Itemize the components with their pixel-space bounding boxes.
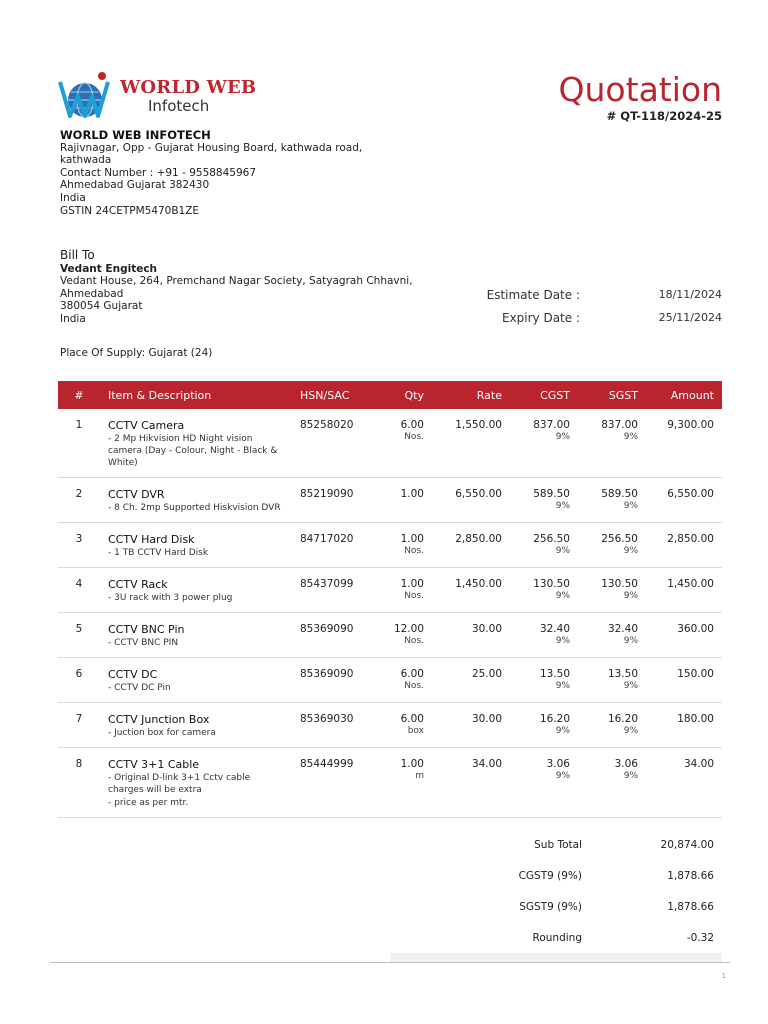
item-description: - price as per mtr. [108, 798, 189, 808]
header-rate: Rate [476, 388, 502, 402]
cgst-percent: 9% [555, 432, 570, 442]
customer-address-line1: Vedant House, 264, Premchand Nagar Society, Satyagrah Chhavni, [60, 275, 413, 288]
cgst-percent: 9% [555, 636, 570, 646]
row-cgst [510, 658, 578, 703]
row-hsn: 85258020 [292, 409, 368, 478]
logo-subtext: Infotech [148, 96, 210, 115]
row-qty [368, 523, 432, 568]
row-number: 7 [58, 703, 100, 748]
header-hsn-sac: HSN/SAC [300, 388, 350, 402]
bill-to-label: Bill To [60, 248, 95, 262]
header-qty: Qty [404, 388, 424, 402]
qty-unit: Nos. [404, 636, 424, 646]
row-item [100, 748, 292, 818]
item-name: CCTV 3+1 Cable [108, 758, 200, 771]
company-address-line2: kathwada [60, 154, 112, 167]
qty-unit: box [407, 726, 424, 736]
row-sgst [578, 523, 646, 568]
cgst-value: 130.50 [533, 578, 570, 590]
item-name: CCTV Camera [108, 419, 185, 432]
row-cgst [510, 613, 578, 658]
cgst-value: 3.06 [546, 758, 570, 770]
customer-address-line3: 380054 Gujarat [60, 300, 143, 313]
cgst-total-row [390, 860, 722, 891]
sgst-value: 32.40 [607, 623, 638, 635]
row-amount: 360.00 [646, 613, 722, 658]
customer-address-line2: Ahmedabad [60, 287, 124, 300]
header-number: # [74, 388, 84, 402]
sgst-value: 16.20 [607, 713, 638, 725]
company-address-block [60, 129, 380, 217]
header-cgst: CGST [540, 388, 570, 402]
subtotal-label: Sub Total [534, 838, 582, 851]
row-qty [368, 568, 432, 613]
row-cgst [510, 409, 578, 478]
estimate-date-value: 18/11/2024 [658, 288, 722, 301]
sgst-percent: 9% [623, 681, 638, 691]
row-cgst [510, 523, 578, 568]
sgst-percent: 9% [623, 726, 638, 736]
cgst-value: 32.40 [539, 623, 570, 635]
cgst-total-value: 1,878.66 [667, 869, 714, 882]
cgst-percent: 9% [555, 726, 570, 736]
rounding-label: Rounding [532, 931, 582, 944]
qty-value: 1.00 [400, 578, 424, 590]
sgst-total-value: 1,878.66 [667, 900, 714, 913]
company-address-line1: Rajivnagar, Opp - Gujarat Housing Board, kathwada road, [60, 141, 363, 154]
row-item [100, 568, 292, 613]
row-sgst [578, 409, 646, 478]
row-qty [368, 748, 432, 818]
table-row [58, 568, 722, 613]
row-item [100, 658, 292, 703]
date-block [470, 283, 722, 329]
cgst-percent: 9% [555, 681, 570, 691]
qty-unit: Nos. [404, 591, 424, 601]
sgst-percent: 9% [623, 546, 638, 556]
qty-value: 6.00 [400, 668, 424, 680]
company-logo [58, 68, 290, 124]
expiry-date-label: Expiry Date : [501, 310, 580, 325]
cgst-value: 837.00 [533, 419, 570, 431]
row-number: 2 [58, 478, 100, 523]
row-number: 5 [58, 613, 100, 658]
row-sgst [578, 613, 646, 658]
row-amount: 150.00 [646, 658, 722, 703]
customer-country: India [60, 312, 86, 325]
row-rate: 30.00 [432, 613, 510, 658]
sgst-value: 256.50 [601, 533, 638, 545]
row-cgst [510, 703, 578, 748]
cgst-value: 256.50 [533, 533, 570, 545]
row-cgst [510, 478, 578, 523]
sgst-percent: 9% [623, 636, 638, 646]
row-sgst [578, 478, 646, 523]
globe-w-icon [58, 70, 110, 122]
item-description: - 3U rack with 3 power plug [108, 593, 233, 603]
logo-wordmark: WORLD WEB [120, 76, 257, 98]
row-hsn: 85369090 [292, 613, 368, 658]
row-sgst [578, 703, 646, 748]
item-name: CCTV DC [108, 668, 158, 681]
row-item [100, 523, 292, 568]
sgst-value: 3.06 [614, 758, 638, 770]
row-number: 8 [58, 748, 100, 818]
cgst-value: 16.20 [539, 713, 570, 725]
table-row [58, 658, 722, 703]
sgst-value: 589.50 [601, 488, 638, 500]
row-qty [368, 703, 432, 748]
page-number: 1 [721, 972, 726, 980]
item-name: CCTV BNC Pin [108, 623, 185, 636]
table-row [58, 703, 722, 748]
row-rate: 1,450.00 [432, 568, 510, 613]
quotation-number: # QT-118/2024-25 [606, 109, 722, 123]
qty-value: 1.00 [400, 488, 424, 500]
table-row [58, 613, 722, 658]
cgst-percent: 9% [555, 771, 570, 781]
subtotal-value: 20,874.00 [660, 838, 714, 851]
sgst-value: 13.50 [607, 668, 638, 680]
row-hsn: 85369030 [292, 703, 368, 748]
item-description: - CCTV DC Pin [108, 683, 171, 693]
row-cgst [510, 568, 578, 613]
sgst-percent: 9% [623, 591, 638, 601]
qty-unit: Nos. [404, 681, 424, 691]
cgst-percent: 9% [555, 591, 570, 601]
row-amount: 9,300.00 [646, 409, 722, 478]
sgst-value: 837.00 [601, 419, 638, 431]
footer-divider [50, 962, 730, 963]
sgst-total-label: SGST9 (9%) [519, 900, 582, 913]
item-description: - 1 TB CCTV Hard Disk [108, 548, 209, 558]
row-amount: 180.00 [646, 703, 722, 748]
item-description: - 2 Mp Hikvision HD Night vision camera (Day - Colour, Night - Black & White) [108, 434, 278, 468]
row-rate: 1,550.00 [432, 409, 510, 478]
table-row [58, 748, 722, 818]
company-country: India [60, 191, 86, 204]
header-amount: Amount [670, 388, 714, 402]
qty-unit: m [415, 771, 424, 781]
items-table [58, 381, 722, 818]
row-item [100, 409, 292, 478]
row-qty [368, 478, 432, 523]
row-sgst [578, 568, 646, 613]
qty-value: 6.00 [400, 713, 424, 725]
item-description: - Original D-link 3+1 Cctv cable charges will be extra [108, 773, 251, 795]
sgst-value: 130.50 [601, 578, 638, 590]
sgst-percent: 9% [623, 432, 638, 442]
table-row [58, 523, 722, 568]
estimate-date-label: Estimate Date : [486, 287, 580, 302]
place-of-supply: Place Of Supply: Gujarat (24) [60, 347, 213, 359]
row-number: 4 [58, 568, 100, 613]
row-number: 1 [58, 409, 100, 478]
qty-value: 1.00 [400, 758, 424, 770]
customer-name: Vedant Engitech [60, 262, 158, 275]
row-item [100, 703, 292, 748]
item-description: - CCTV BNC PIN [108, 638, 179, 648]
row-number: 3 [58, 523, 100, 568]
row-rate: 34.00 [432, 748, 510, 818]
row-item [100, 613, 292, 658]
row-rate: 6,550.00 [432, 478, 510, 523]
expiry-date-value: 25/11/2024 [658, 311, 722, 324]
table-header-row [58, 381, 722, 409]
qty-value: 12.00 [393, 623, 424, 635]
row-hsn: 85444999 [292, 748, 368, 818]
row-amount: 34.00 [646, 748, 722, 818]
item-name: CCTV Rack [108, 578, 168, 591]
row-rate: 30.00 [432, 703, 510, 748]
row-qty [368, 658, 432, 703]
row-amount: 2,850.00 [646, 523, 722, 568]
cgst-value: 13.50 [539, 668, 570, 680]
row-hsn: 85437099 [292, 568, 368, 613]
row-qty [368, 613, 432, 658]
table-row [58, 409, 722, 478]
company-city: Ahmedabad Gujarat 382430 [60, 179, 210, 192]
sgst-percent: 9% [623, 501, 638, 511]
row-hsn: 84717020 [292, 523, 368, 568]
cgst-percent: 9% [555, 546, 570, 556]
row-amount: 6,550.00 [646, 478, 722, 523]
row-rate: 2,850.00 [432, 523, 510, 568]
estimate-date-row [470, 283, 722, 306]
company-contact: Contact Number : +91 - 9558845967 [60, 166, 257, 179]
row-rate: 25.00 [432, 658, 510, 703]
row-qty [368, 409, 432, 478]
row-cgst [510, 748, 578, 818]
subtotal-row [390, 829, 722, 860]
row-amount: 1,450.00 [646, 568, 722, 613]
qty-value: 1.00 [400, 533, 424, 545]
cgst-total-label: CGST9 (9%) [518, 869, 582, 882]
document-title: Quotation [558, 70, 722, 109]
item-description: - 8 Ch. 2mp Supported Hiskvision DVR [108, 503, 281, 513]
bill-to-block [60, 249, 420, 326]
row-number: 6 [58, 658, 100, 703]
qty-unit: Nos. [404, 432, 424, 442]
row-hsn: 85219090 [292, 478, 368, 523]
cgst-percent: 9% [555, 501, 570, 511]
row-item [100, 478, 292, 523]
expiry-date-row [470, 306, 722, 329]
sgst-total-row [390, 891, 722, 922]
table-row [58, 478, 722, 523]
item-name: CCTV DVR [108, 488, 165, 501]
company-gstin: GSTIN 24CETPM5470B1ZE [60, 204, 200, 217]
rounding-value: -0.32 [686, 931, 714, 944]
totals-block [390, 829, 722, 963]
item-description: - Juction box for camera [108, 728, 216, 738]
header-item-description: Item & Description [108, 388, 212, 402]
header-sgst: SGST [608, 388, 638, 402]
row-hsn: 85369090 [292, 658, 368, 703]
item-name: CCTV Hard Disk [108, 533, 195, 546]
row-sgst [578, 658, 646, 703]
rounding-row [390, 922, 722, 953]
company-name: WORLD WEB INFOTECH [60, 128, 211, 142]
qty-unit: Nos. [404, 546, 424, 556]
item-name: CCTV Junction Box [108, 713, 210, 726]
sgst-percent: 9% [623, 771, 638, 781]
cgst-value: 589.50 [533, 488, 570, 500]
row-sgst [578, 748, 646, 818]
qty-value: 6.00 [400, 419, 424, 431]
